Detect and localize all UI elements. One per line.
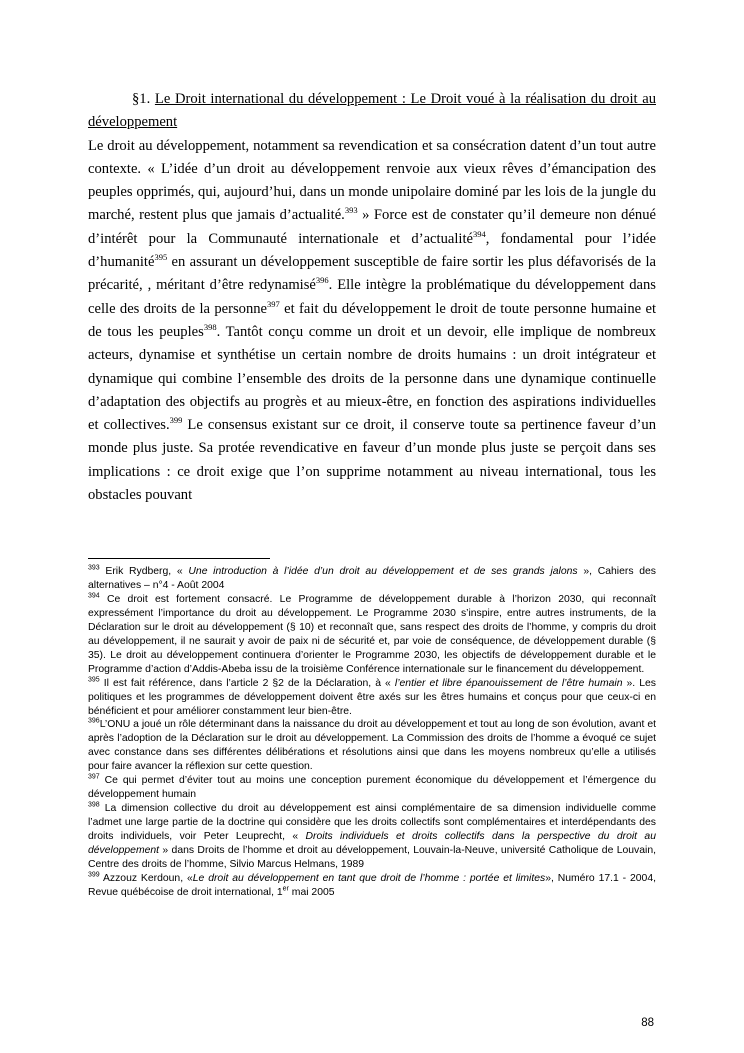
footnote-separator bbox=[88, 558, 270, 559]
footnote-ref-394[interactable]: 394 bbox=[473, 228, 486, 239]
footnote-text: Il est fait référence, dans l’article 2 §2 de la Déclaration, à « bbox=[99, 677, 395, 689]
footnote-italic: Une introduction à l’idée d’un droit au développement et de ses grands jalons bbox=[188, 566, 578, 577]
footnote-text: L’ONU a joué un rôle déterminant dans la naissance du droit au développement et tout au long de son évolution, avant et après l’adoption de la Déclaration sur le droit au développement. La Commission des droits de l’homme a évoqué ce sujet avec constance dans ses différentes délibérations et résolutions ainsi que dans les moyens nombreux qu’elle a utilisés pour faire avancer la réflexion sur cette question. bbox=[88, 719, 656, 773]
footnote-395 bbox=[88, 677, 656, 719]
footnote-ref-399[interactable]: 399 bbox=[169, 415, 183, 426]
body-text bbox=[88, 88, 656, 507]
footnote-ref-396[interactable]: 396 bbox=[315, 275, 329, 286]
footnote-text: Erik Rydberg, « bbox=[99, 566, 189, 577]
section-title: Le Droit international du développement : Le Droit voué à la réalisation du droit au développement bbox=[88, 91, 656, 131]
footnote-number: 397 bbox=[88, 773, 100, 781]
footnotes bbox=[88, 565, 656, 900]
paragraph-text: » Force est de constater qu’il demeure non dénué d’intérêt pour la Communauté internationale et d’actualité bbox=[88, 207, 656, 247]
footnote-ref-397[interactable]: 397 bbox=[267, 298, 280, 309]
footnote-ref-393[interactable]: 393 bbox=[344, 205, 358, 216]
page-number: 88 bbox=[641, 1017, 654, 1029]
footnote-text: ». Les politiques et les programmes de développement doivent être axés sur les êtres humains et conçus pour que ceux-ci en bénéficient et pour améliorer constamment leur bien-être. bbox=[88, 677, 656, 717]
footnote-italic: Le droit au développement en tant que droit de l’homme : portée et limites bbox=[192, 872, 546, 884]
section-number: §1. bbox=[132, 91, 151, 107]
footnote-text: », Cahiers des alternatives – n°4 - Août 2004 bbox=[88, 566, 657, 591]
paragraph-text: Le consensus existant sur ce droit, il conserve toute sa pertinence faveur d’un monde plus juste. Sa protée revendicative en faveur d’un monde plus juste se perçoit dans ses implications : ce droit exige que l’on supprime notamment au niveau international, tous les obstacles pouvant bbox=[88, 417, 656, 504]
footnote-number: 395 bbox=[88, 676, 100, 684]
footnote-399 bbox=[88, 872, 656, 900]
footnote-text: Ce droit est fortement consacré. Le Programme de développement durable à l’horizon 2030, qui reconnaît expressément l’importance du droit au développement. Le Programme 2030 s’inspire, entre autres instruments, de la Déclaration sur le droit au développement (§ 10) et reconnaît que, sans respect des droits de l’homme, y compris du droit au développement, il ne saurait y avoir de paix ni de sécurité et, par voie de conséquence, de développement durable (§ 35). Le droit au développement continuera d’orienter le Programme 2030, les objectifs de développement durable et le Programme d’action d’Addis-Abeba issu de la troisième Conférence internationale sur le financement du développement. bbox=[88, 593, 656, 675]
footnote-394 bbox=[88, 593, 656, 677]
footnote-397 bbox=[88, 774, 656, 802]
paragraph-text: en assurant un développement susceptible de faire sortir les plus défavorisés de la précarité, , méritant d’être redynamisé bbox=[88, 254, 656, 294]
main-paragraph bbox=[88, 135, 656, 508]
ordinal-superscript: er bbox=[282, 885, 289, 893]
footnote-ref-395[interactable]: 395 bbox=[154, 252, 168, 263]
paragraph-text: . Elle intègre la problématique du développement dans celle des droits de la personne bbox=[88, 277, 656, 317]
footnote-text: La dimension collective du droit au développement est ainsi complémentaire de sa dimension individuelle comme l’admet une large partie de la doctrine qui considère que les droits collectifs sont complémentaires et interdépendants des droits individuels, voir Peter Leuprecht, « bbox=[88, 803, 656, 843]
paragraph-text: , fondamental pour l’idée d’humanité bbox=[88, 230, 656, 271]
footnote-number: 398 bbox=[88, 801, 100, 809]
footnote-398 bbox=[88, 802, 656, 872]
section-heading bbox=[88, 88, 656, 135]
footnote-ref-398[interactable]: 398 bbox=[203, 322, 217, 333]
footnote-text: Ce qui permet d’éviter tout au moins une conception purement économique du développement et l’émergence du développement humain bbox=[88, 775, 656, 801]
footnote-396 bbox=[88, 718, 656, 774]
footnote-393 bbox=[88, 565, 656, 593]
footnote-number: 396 bbox=[88, 718, 100, 726]
footnote-text: », Numéro 17.1 - 2004, Revue québécoise de droit international, 1 bbox=[88, 872, 656, 898]
footnote-italic: Droits individuels et droits collectifs dans la perspective du droit au développement bbox=[88, 831, 656, 857]
paragraph-text: . Tantôt conçu comme un droit et un devoir, elle implique de nombreux acteurs, dynamise et synthétise un certain nombre de droits humains : un droit intégrateur et dynamique qui combine l’ensemble des droits de la personne dans une dynamique continuelle d’adaptation des objectifs au progrès et au mieux-être, en fonction des aspirations individuelles et collectives. bbox=[88, 323, 656, 434]
footnote-text: Azzouz Kerdoun, « bbox=[99, 872, 193, 884]
footnote-number: 394 bbox=[88, 592, 100, 600]
footnote-italic: l’entier et libre épanouissement de l’être humain bbox=[394, 677, 623, 689]
footnote-text: mai 2005 bbox=[288, 886, 335, 898]
footnote-number: 393 bbox=[88, 564, 100, 572]
paragraph-text: et fait du développement le droit de toute personne humaine et de tous les peuples bbox=[88, 300, 657, 340]
footnote-text: » dans Droits de l’homme et droit au développement, Louvain-la-Neuve, université Catholique de Louvain, Centre des droits de l’homme, Silvio Marcus Helmans, 1989 bbox=[88, 845, 656, 871]
paragraph-text: Le droit au développement, notamment sa revendication et sa consécration datent d’un tout autre contexte. « L’idée d’un droit au développement renvoie aux vieux rêves d’émancipation des peuples opprimés, qui, aujourd’hui, dans un monde unipolaire dominé par les lois de la jungle du marché, restent plus que jamais d’actualité. bbox=[88, 137, 656, 224]
footnote-number: 399 bbox=[88, 871, 100, 879]
